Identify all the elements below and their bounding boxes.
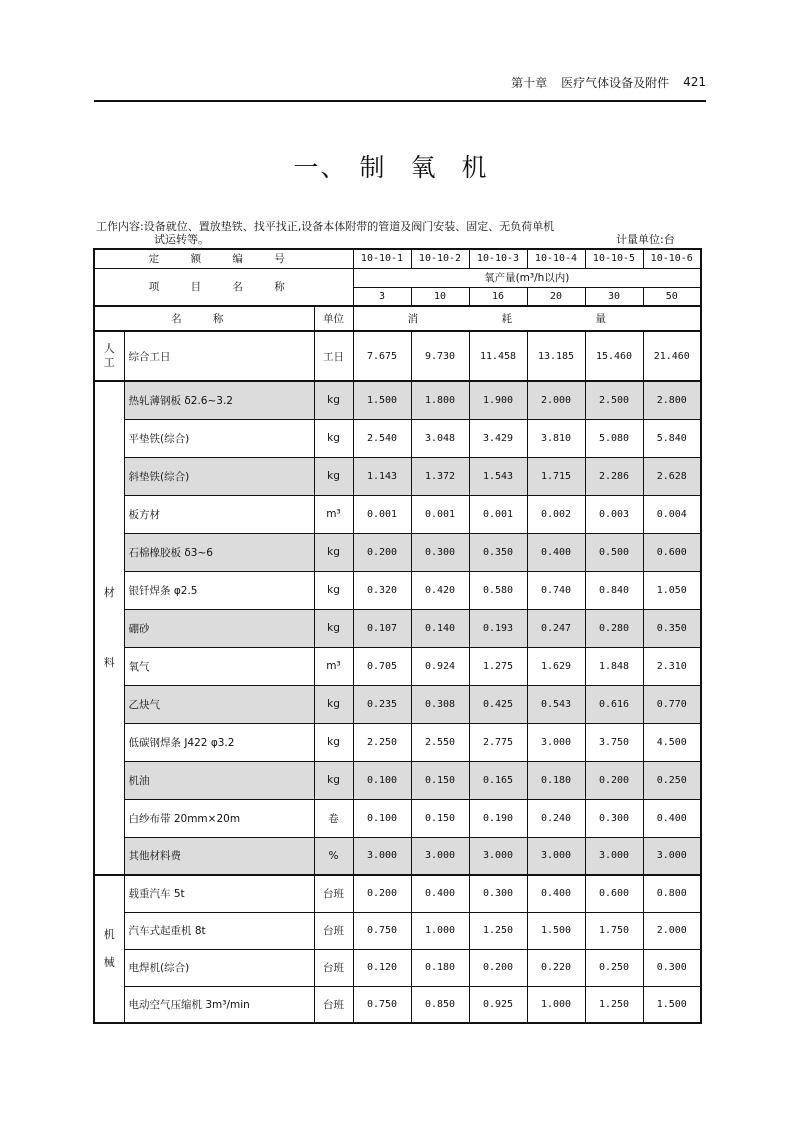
- item-value: 0.100: [353, 761, 411, 799]
- quota-code: 10-10-4: [527, 249, 585, 268]
- item-value: 0.002: [527, 495, 585, 533]
- item-value: 5.080: [585, 419, 643, 457]
- item-value: 2.310: [643, 647, 701, 685]
- item-row: [94, 949, 701, 986]
- item-name: 氧气: [124, 647, 314, 685]
- item-value: 0.600: [585, 875, 643, 912]
- item-row: [94, 875, 701, 912]
- item-value: 1.143: [353, 457, 411, 495]
- item-value: 21.460: [643, 331, 701, 381]
- item-unit: 台班: [314, 912, 353, 949]
- item-value: 0.400: [643, 799, 701, 837]
- item-row: [94, 457, 701, 495]
- item-value: 0.107: [353, 609, 411, 647]
- item-name: 低碳钢焊条 J422 φ3.2: [124, 723, 314, 761]
- item-value: 0.350: [643, 609, 701, 647]
- page-title: [0, 148, 794, 184]
- item-value: 0.200: [353, 533, 411, 571]
- item-name: 白纱布带 20mm×20m: [124, 799, 314, 837]
- section-label: 医疗气体设备及附件: [561, 75, 670, 90]
- item-unit: kg: [314, 761, 353, 799]
- item-value: 0.100: [353, 799, 411, 837]
- item-value: 0.925: [469, 986, 527, 1023]
- item-value: 1.715: [527, 457, 585, 495]
- item-value: 3.000: [527, 723, 585, 761]
- item-value: 2.550: [411, 723, 469, 761]
- item-value: 0.350: [469, 533, 527, 571]
- item-row: [94, 533, 701, 571]
- item-name: 机油: [124, 761, 314, 799]
- measure-unit: 计量单位:台: [616, 233, 675, 246]
- capacity-value: 20: [527, 287, 585, 306]
- item-value: 0.150: [411, 799, 469, 837]
- item-value: 0.705: [353, 647, 411, 685]
- item-value: 0.300: [643, 949, 701, 986]
- quota-code: 10-10-6: [643, 249, 701, 268]
- item-value: 2.000: [643, 912, 701, 949]
- item-value: 0.200: [585, 761, 643, 799]
- item-value: 3.000: [643, 837, 701, 875]
- item-value: 0.320: [353, 571, 411, 609]
- item-unit: kg: [314, 609, 353, 647]
- capacity-value: 3: [353, 287, 411, 306]
- item-value: 1.050: [643, 571, 701, 609]
- item-name: 综合工日: [124, 331, 314, 381]
- item-row: [94, 609, 701, 647]
- item-value: 0.247: [527, 609, 585, 647]
- item-value: 3.000: [469, 837, 527, 875]
- item-value: 1.250: [585, 986, 643, 1023]
- item-row: [94, 986, 701, 1023]
- item-value: 1.750: [585, 912, 643, 949]
- item-value: 3.000: [527, 837, 585, 875]
- item-unit: kg: [314, 723, 353, 761]
- item-value: 5.840: [643, 419, 701, 457]
- item-row: [94, 799, 701, 837]
- item-value: 0.770: [643, 685, 701, 723]
- item-value: 9.730: [411, 331, 469, 381]
- item-value: 0.200: [353, 875, 411, 912]
- item-unit: kg: [314, 457, 353, 495]
- item-value: 3.750: [585, 723, 643, 761]
- item-name: 热轧薄钢板 δ2.6~3.2: [124, 381, 314, 419]
- item-value: 0.220: [527, 949, 585, 986]
- item-name: 电动空气压缩机 3m³/min: [124, 986, 314, 1023]
- item-value: 0.500: [585, 533, 643, 571]
- item-name: 汽车式起重机 8t: [124, 912, 314, 949]
- item-row: [94, 761, 701, 799]
- quota-table: [93, 248, 702, 1024]
- item-unit: m³: [314, 647, 353, 685]
- item-value: 0.001: [411, 495, 469, 533]
- item-value: 2.628: [643, 457, 701, 495]
- item-value: 7.675: [353, 331, 411, 381]
- item-name: 电焊机(综合): [124, 949, 314, 986]
- group-label: 机 械: [94, 875, 124, 1023]
- item-value: 15.460: [585, 331, 643, 381]
- item-value: 1.800: [411, 381, 469, 419]
- item-value: 0.750: [353, 912, 411, 949]
- item-unit: %: [314, 837, 353, 875]
- item-value: 3.000: [585, 837, 643, 875]
- item-value: 0.250: [585, 949, 643, 986]
- item-unit: kg: [314, 685, 353, 723]
- item-unit: 台班: [314, 875, 353, 912]
- item-value: 0.850: [411, 986, 469, 1023]
- item-row: [94, 837, 701, 875]
- item-unit: kg: [314, 533, 353, 571]
- item-value: 1.000: [411, 912, 469, 949]
- item-value: 0.120: [353, 949, 411, 986]
- consumption-header: 消 耗 量: [353, 306, 701, 331]
- item-value: 0.001: [469, 495, 527, 533]
- item-value: 3.000: [411, 837, 469, 875]
- unit-column-header: 单位: [314, 306, 353, 331]
- item-row: [94, 495, 701, 533]
- capacity-value: 16: [469, 287, 527, 306]
- quota-code: 10-10-5: [585, 249, 643, 268]
- item-value: 0.300: [469, 875, 527, 912]
- item-value: 0.240: [527, 799, 585, 837]
- item-value: 0.800: [643, 875, 701, 912]
- item-value: 0.616: [585, 685, 643, 723]
- item-value: 0.840: [585, 571, 643, 609]
- item-value: 1.250: [469, 912, 527, 949]
- item-name: 载重汽车 5t: [124, 875, 314, 912]
- item-name: 斜垫铁(综合): [124, 457, 314, 495]
- work-content-line2: 试运转等。: [154, 233, 209, 246]
- item-value: 1.900: [469, 381, 527, 419]
- item-value: 0.420: [411, 571, 469, 609]
- page-header: [94, 72, 706, 92]
- item-name: 平垫铁(综合): [124, 419, 314, 457]
- work-content: [96, 220, 554, 246]
- capacity-value: 10: [411, 287, 469, 306]
- item-unit: 工日: [314, 331, 353, 381]
- item-value: 0.425: [469, 685, 527, 723]
- item-value: 0.400: [411, 875, 469, 912]
- item-row: [94, 685, 701, 723]
- item-value: 0.543: [527, 685, 585, 723]
- page-number: 421: [683, 75, 706, 89]
- item-value: 0.004: [643, 495, 701, 533]
- item-row: [94, 647, 701, 685]
- item-value: 0.750: [353, 986, 411, 1023]
- item-value: 13.185: [527, 331, 585, 381]
- item-value: 0.400: [527, 533, 585, 571]
- quota-code: 10-10-2: [411, 249, 469, 268]
- item-unit: 台班: [314, 949, 353, 986]
- item-row: [94, 331, 701, 381]
- item-value: 1.629: [527, 647, 585, 685]
- item-value: 0.600: [643, 533, 701, 571]
- item-name: 其他材料费: [124, 837, 314, 875]
- quota-code-label: 定 额 编 号: [94, 249, 353, 268]
- group-label: 人 工: [94, 331, 124, 381]
- item-value: 2.800: [643, 381, 701, 419]
- item-value: 0.001: [353, 495, 411, 533]
- item-unit: kg: [314, 419, 353, 457]
- item-value: 3.000: [353, 837, 411, 875]
- item-value: 0.180: [527, 761, 585, 799]
- item-row: [94, 912, 701, 949]
- item-value: 0.924: [411, 647, 469, 685]
- chapter-label: 第十章: [511, 75, 548, 90]
- item-value: 0.165: [469, 761, 527, 799]
- item-value: 0.193: [469, 609, 527, 647]
- item-name: 硼砂: [124, 609, 314, 647]
- item-value: 0.300: [411, 533, 469, 571]
- item-name: 板方材: [124, 495, 314, 533]
- item-name: 石棉橡胶板 δ3~6: [124, 533, 314, 571]
- item-name: 乙炔气: [124, 685, 314, 723]
- name-column-header: 名 称: [94, 306, 314, 331]
- item-value: 0.300: [585, 799, 643, 837]
- title-char: 氧: [410, 153, 438, 182]
- item-value: 0.250: [643, 761, 701, 799]
- capacity-value: 30: [585, 287, 643, 306]
- title-char: 机: [461, 153, 489, 182]
- quota-code: 10-10-3: [469, 249, 527, 268]
- item-unit: kg: [314, 381, 353, 419]
- item-value: 0.580: [469, 571, 527, 609]
- item-value: 1.500: [527, 912, 585, 949]
- item-row: [94, 419, 701, 457]
- item-value: 1.275: [469, 647, 527, 685]
- item-unit: kg: [314, 571, 353, 609]
- item-row: [94, 723, 701, 761]
- item-value: 1.543: [469, 457, 527, 495]
- item-unit: 卷: [314, 799, 353, 837]
- item-value: 0.190: [469, 799, 527, 837]
- header-rule: [94, 100, 706, 102]
- item-value: 0.180: [411, 949, 469, 986]
- item-row: [94, 571, 701, 609]
- capacity-label: 氧产量(m³/h以内): [353, 268, 701, 287]
- item-value: 0.308: [411, 685, 469, 723]
- item-value: 3.048: [411, 419, 469, 457]
- item-unit: m³: [314, 495, 353, 533]
- item-value: 0.003: [585, 495, 643, 533]
- item-name: 银钎焊条 φ2.5: [124, 571, 314, 609]
- item-value: 3.429: [469, 419, 527, 457]
- work-content-line1: 设备就位、置放垫铁、找平找正,设备本体附带的管道及阀门安装、固定、无负荷单机: [143, 220, 555, 233]
- group-label: 材 料: [94, 381, 124, 875]
- item-value: 0.400: [527, 875, 585, 912]
- quota-code: 10-10-1: [353, 249, 411, 268]
- title-number: 一、: [293, 153, 348, 182]
- item-value: 2.500: [585, 381, 643, 419]
- item-name-label: 项 目 名 称: [94, 268, 353, 306]
- item-value: 0.235: [353, 685, 411, 723]
- item-value: 0.150: [411, 761, 469, 799]
- item-value: 1.500: [353, 381, 411, 419]
- item-value: 0.200: [469, 949, 527, 986]
- item-value: 2.000: [527, 381, 585, 419]
- item-value: 4.500: [643, 723, 701, 761]
- item-value: 1.372: [411, 457, 469, 495]
- item-value: 1.500: [643, 986, 701, 1023]
- item-value: 1.000: [527, 986, 585, 1023]
- title-char: 制: [359, 153, 387, 182]
- item-value: 3.810: [527, 419, 585, 457]
- capacity-value: 50: [643, 287, 701, 306]
- work-content-label: 工作内容:: [96, 220, 144, 233]
- item-value: 2.775: [469, 723, 527, 761]
- item-unit: 台班: [314, 986, 353, 1023]
- item-value: 0.740: [527, 571, 585, 609]
- item-value: 2.540: [353, 419, 411, 457]
- column-header-row: [94, 306, 701, 331]
- item-value: 2.250: [353, 723, 411, 761]
- capacity-label-row: [94, 268, 701, 287]
- item-value: 0.140: [411, 609, 469, 647]
- item-row: [94, 381, 701, 419]
- item-value: 1.848: [585, 647, 643, 685]
- item-value: 11.458: [469, 331, 527, 381]
- item-value: 0.280: [585, 609, 643, 647]
- quota-code-row: [94, 249, 701, 268]
- item-value: 2.286: [585, 457, 643, 495]
